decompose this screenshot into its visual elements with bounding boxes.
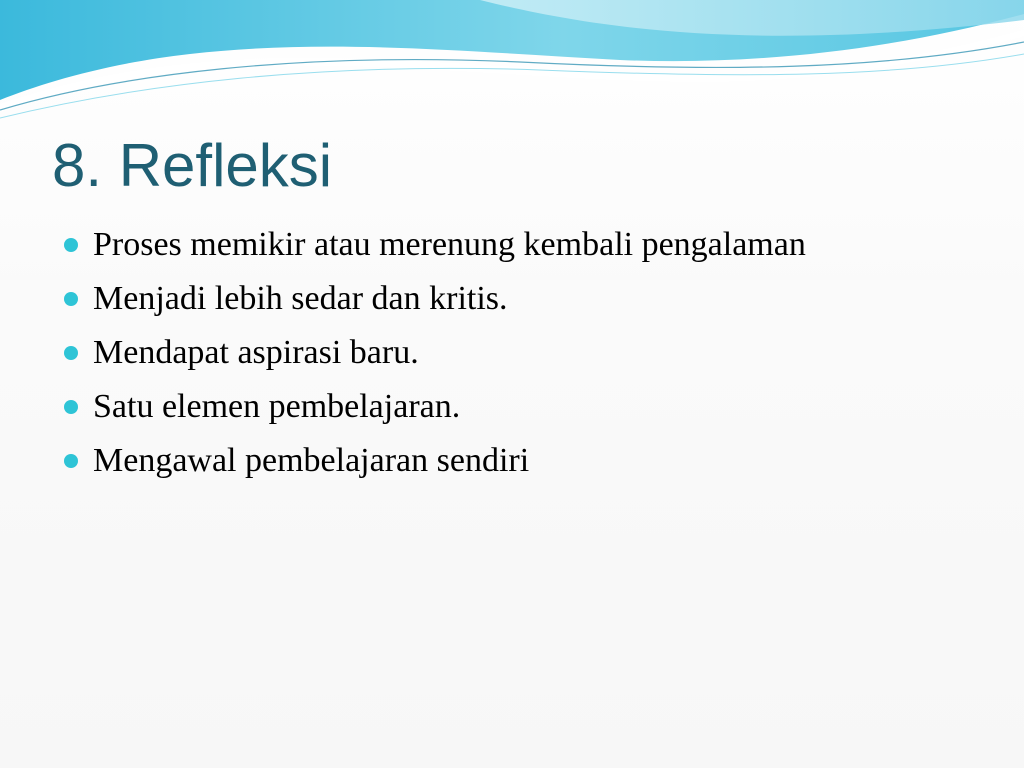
bullet-item	[64, 380, 806, 434]
bullet-text: Satu elemen pembelajaran.	[93, 388, 461, 425]
bullet-list	[64, 218, 806, 488]
bullet-text: Mengawal pembelajaran sendiri	[93, 442, 530, 479]
bullet-dot-icon	[64, 346, 78, 360]
bullet-text: Mendapat aspirasi baru.	[93, 334, 419, 371]
wave-header-decoration	[0, 0, 1024, 130]
bullet-text: Proses memikir atau merenung kembali pengalaman	[93, 226, 806, 263]
bullet-item	[64, 218, 806, 272]
bullet-dot-icon	[64, 400, 78, 414]
bullet-text: Menjadi lebih sedar dan kritis.	[93, 280, 508, 317]
bullet-item	[64, 434, 806, 488]
bullet-dot-icon	[64, 454, 78, 468]
slide-title: 8. Refleksi	[52, 132, 333, 199]
bullet-item	[64, 326, 806, 380]
bullet-item	[64, 272, 806, 326]
bullet-dot-icon	[64, 238, 78, 252]
bullet-dot-icon	[64, 292, 78, 306]
